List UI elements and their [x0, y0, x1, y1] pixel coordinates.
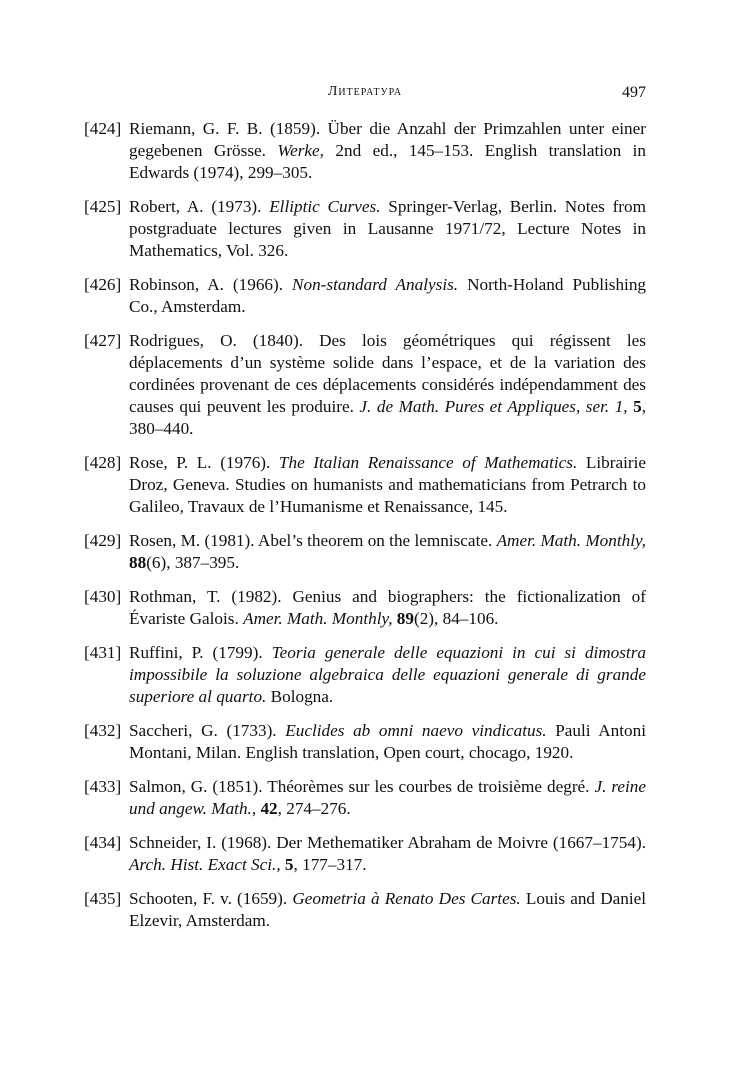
reference-number: [428]	[84, 453, 122, 472]
reference-list	[84, 118, 646, 944]
reference-text: Ruffini, P. (1799).	[129, 643, 272, 662]
reference-text: Rose, P. L. (1976).	[129, 453, 279, 472]
reference-entry	[84, 452, 646, 518]
reference-title: Geometria à Renato Des Cartes.	[292, 889, 521, 908]
reference-text: Riemann, G. F. B. (1859). Über die Anzahl der Primzahlen unter einer gegebenen Grösse.	[129, 119, 646, 160]
reference-text: Pauli Antoni Montani, Milan. English translation, Open court, chocago, 1920.	[129, 721, 646, 762]
reference-number: [430]	[84, 587, 122, 606]
reference-text: Schneider, I. (1968). Der Methematiker Abraham de Moivre (1667–1754).	[129, 833, 646, 852]
reference-number: [429]	[84, 531, 122, 550]
reference-title: J. reine und angew. Math.,	[129, 777, 646, 818]
reference-entry	[84, 274, 646, 318]
reference-text: Springer-Verlag, Berlin. Notes from postgraduate lectures given in Lausanne 1971/72, Lecture Notes in Mathematics, Vol. 326.	[129, 197, 646, 260]
reference-number: [432]	[84, 721, 122, 740]
reference-title: Werke,	[277, 141, 324, 160]
reference-text: Saccheri, G. (1733).	[129, 721, 286, 740]
reference-volume: 88	[129, 553, 147, 572]
reference-text: , 380–440.	[129, 397, 647, 438]
reference-text: 2nd ed., 145–153. English translation in Edwards (1974), 299–305.	[129, 141, 646, 182]
reference-text: Robinson, A. (1966).	[129, 275, 293, 294]
reference-entry	[84, 330, 646, 440]
reference-title: Amer. Math. Monthly,	[243, 609, 393, 628]
reference-entry	[84, 832, 646, 876]
reference-title: Amer. Math. Monthly,	[496, 531, 646, 550]
reference-number: [425]	[84, 197, 122, 216]
reference-volume: 42	[260, 799, 278, 818]
reference-text: Louis and Daniel Elzevir, Amsterdam.	[129, 889, 647, 930]
reference-title: Euclides ab omni naevo vindicatus.	[285, 721, 547, 740]
reference-text: (2), 84–106.	[413, 609, 499, 628]
reference-title: Elliptic Curves.	[269, 197, 381, 216]
reference-title: J. de Math. Pures et Appliques, ser. 1,	[359, 397, 628, 416]
reference-entry	[84, 586, 646, 630]
reference-entry	[84, 720, 646, 764]
reference-text: Schooten, F. v. (1659).	[129, 889, 293, 908]
reference-entry	[84, 196, 646, 262]
reference-number: [426]	[84, 275, 122, 294]
running-title: Литература	[327, 84, 403, 99]
reference-number: [424]	[84, 119, 122, 138]
reference-text: Salmon, G. (1851). Théorèmes sur les courbes de troisième degré.	[129, 777, 595, 796]
reference-number: [431]	[84, 643, 122, 662]
reference-entry	[84, 642, 646, 708]
page-header	[84, 84, 646, 106]
reference-volume: 5	[633, 397, 642, 416]
reference-text: , 274–276.	[277, 799, 351, 818]
reference-title: Teoria generale delle equazioni in cui si dimostra impossibile la soluzione algebraica delle equazioni generale di grande superiore al quarto.	[129, 643, 646, 706]
reference-title: The Italian Renaissance of Mathematics.	[278, 453, 578, 472]
reference-entry	[84, 118, 646, 184]
reference-number: [427]	[84, 331, 122, 350]
reference-entry	[84, 776, 646, 820]
reference-number: [434]	[84, 833, 122, 852]
reference-entry	[84, 530, 646, 574]
reference-text: Rodrigues, O. (1840). Des lois géométriques qui régissent les déplacements d’un système solide dans l’espace, et de la variation des cordinées provenant de ces déplacements considérés indépendamment des causes qui peuvent les produire.	[129, 331, 646, 416]
reference-text: Rothman, T. (1982). Genius and biographers: the fictionalization of Évariste Galois.	[129, 587, 646, 628]
reference-title: Non-standard Analysis.	[292, 275, 459, 294]
reference-text: , 177–317.	[293, 855, 367, 874]
reference-text: Rosen, M. (1981). Abel’s theorem on the lemniscate.	[129, 531, 497, 550]
reference-volume: 89	[396, 609, 414, 628]
reference-text: Robert, A. (1973).	[129, 197, 270, 216]
reference-title: Arch. Hist. Exact Sci.,	[129, 855, 281, 874]
reference-volume: 5	[284, 855, 294, 874]
page-number: 497	[622, 84, 646, 101]
reference-number: [435]	[84, 889, 122, 908]
reference-entry	[84, 888, 646, 932]
reference-text: Librairie Droz, Geneva. Studies on humanists and mathematicians from Petrarch to Galileo, Travaux de l’Humanisme et Renaissance, 145.	[129, 453, 646, 516]
reference-text: North-Holand Publishing Co., Amsterdam.	[129, 275, 647, 316]
reference-text: (6), 387–395.	[146, 553, 240, 572]
reference-number: [433]	[84, 777, 122, 796]
reference-text: Bologna.	[266, 687, 334, 706]
